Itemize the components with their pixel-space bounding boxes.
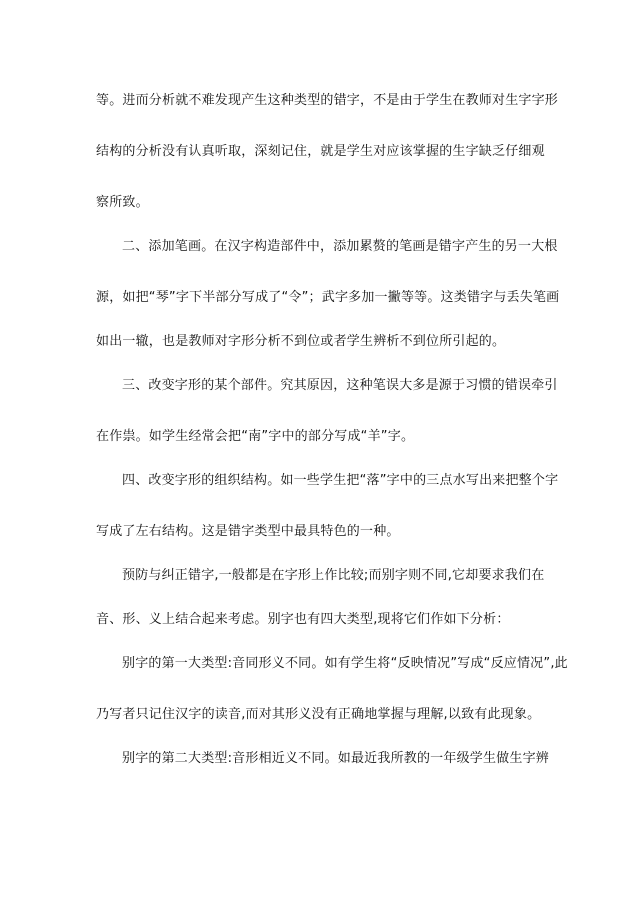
paragraph-line: 预防与纠正错字,一般都是在字形上作比较;而别字则不同,它却要求我们在 [122,568,545,583]
paragraph-line: 等。进而分析就不难发现产生这种类型的错字，不是由于学生在教师对生字字形 [96,93,559,108]
paragraph-line: 音、形、义上结合起来考虑。别字也有四大类型,现将它们作如下分析： [96,612,510,627]
paragraph-line: 写成了左右结构。这是错字类型中最具特色的一种。 [96,524,400,539]
paragraph-line: 源，如把“琴”字下半部分写成了“令”；武字多加一撇等等。这类错字与丢失笔画 [96,290,560,305]
paragraph-line: 三、改变字形的某个部件。究其原因，这种笔误大多是源于习惯的错误牵引 [122,378,558,393]
paragraph-line: 在作祟。如学生经常会把“南”字中的部分写成“羊”字。 [96,429,415,444]
paragraph-line: 如出一辙，也是教师对字形分析不到位或者学生辨析不到位所引起的。 [96,334,506,349]
paragraph-line: 别字的第二大类型:音形相近义不同。如最近我所教的一年级学生做生字辨 [122,751,549,766]
paragraph-line: 结构的分析没有认真听取，深刻记住，就是学生对应该掌握的生字缺乏仔细观 [96,144,545,159]
paragraph-line: 察所致。 [96,195,149,210]
paragraph-line: 四、改变字形的组织结构。如一些学生把“落”字中的三点水写出来把整个字 [122,473,559,488]
paragraph-line: 二、添加笔画。在汉字构造部件中，添加累赘的笔画是错字产生的另一大根 [122,239,558,254]
paragraph-line: 别字的第一大类型:音同形义不同。如有学生将“反映情况”写成“反应情况”,此 [122,656,568,671]
paragraph-line: 乃写者只记住汉字的读音,而对其形义没有正确地掌握与理解,以致有此现象。 [96,707,541,722]
